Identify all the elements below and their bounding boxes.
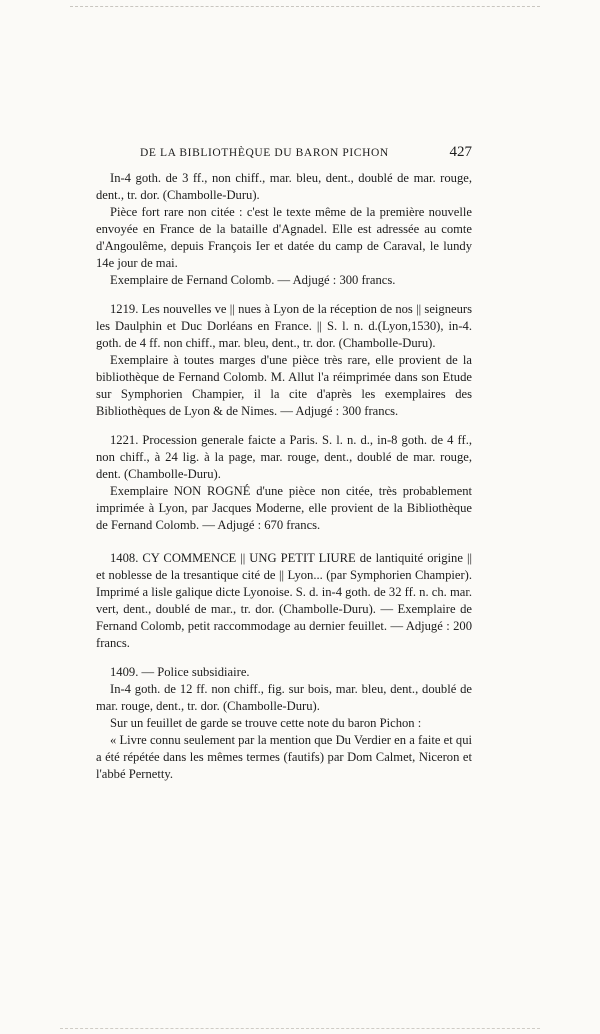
entry-1409-title: 1409. — Police subsidiaire.: [110, 665, 250, 679]
running-title: DE LA BIBLIOTHÈQUE DU BARON PICHON: [140, 147, 389, 159]
entry-1219-note: Exemplaire à toutes marges d'une pièce très rare, elle provient de la bibliothèque de Fernand Colomb. M. Allut l'a réimprimée dans son Etude sur Symphorien Champier, il la cite d'après les exemplaires des Bibliothèques de Lyon & de Nimes. — Adjugé : 300 francs.: [96, 353, 472, 418]
top-edge-rule: [70, 6, 540, 8]
entry-1409-quote: « Livre connu seulement par la mention que Du Verdier en a faite et qui a été répétée dans les mêmes termes (fautifs) par Dom Calmet, Niceron et l'abbé Pernetty.: [96, 733, 472, 781]
entry-continuation-description: In-4 goth. de 3 ff., non chiff., mar. bleu, dent., doublé de mar. rouge, dent., tr. dor. (Chambolle-Duru).: [96, 171, 472, 202]
page-header: [140, 144, 472, 164]
page-number: 427: [449, 144, 472, 160]
entry-1221-note: Exemplaire NON ROGNÉ d'une pièce non citée, très probablement imprimée à Lyon, par Jacques Moderne, elle provient de la Bibliothèque de Fernand Colomb. — Adjugé : 670 francs.: [96, 484, 472, 532]
entry-continuation-note: Pièce fort rare non citée : c'est le texte même de la première nouvelle envoyée en France de la bataille d'Agnadel. Elle est adressée au comte d'Angoulême, depuis François Ier et datée du camp de Caraval, le lundy 14e jour de mai.: [96, 205, 472, 270]
entry-1221-title: 1221. Procession generale faicte a Paris. S. l. n. d., in-8 goth. de 4 ff., non chiff., à 24 lig. à la page, mar. rouge, dent., doublé de mar. rouge, dent. (Chambolle-Duru).: [96, 433, 472, 481]
page-body: [96, 170, 472, 783]
entry-1409-description: In-4 goth. de 12 ff. non chiff., fig. sur bois, mar. bleu, dent., doublé de mar. rouge, dent., tr. dor. (Chambolle-Duru).: [96, 682, 472, 713]
entry-1219-title: 1219. Les nouvelles ve || nues à Lyon de la réception de nos || seigneurs les Daulphin et Duc Dorléans en France. || S. l. n. d.(Lyon,1530), in-4. goth. de 4 ff. non chiff., mar. bleu, dent., tr. dor. (Chambolle-Duru).: [96, 302, 472, 350]
entry-1408-title: 1408. CY COMMENCE || UNG PETIT LIURE de lantiquité origine || et noblesse de la tresantique cité de || Lyon... (par Symphorien Champier). Imprimé a lisle galique dicte Lyonoise. S. d. in-4 goth. de 32 ff. n. ch. mar. vert, dent., doublé de mar., tr. dor. (Chambolle-Duru). — Exemplaire de Fernand Colomb, petit raccommodage au dernier feuillet. — Adjugé : 200 francs.: [96, 551, 472, 650]
entry-1409-intro: Sur un feuillet de garde se trouve cette note du baron Pichon :: [110, 716, 422, 730]
bottom-edge-rule: [60, 1028, 540, 1030]
entry-continuation-sale: Exemplaire de Fernand Colomb. — Adjugé : 300 francs.: [110, 273, 396, 287]
